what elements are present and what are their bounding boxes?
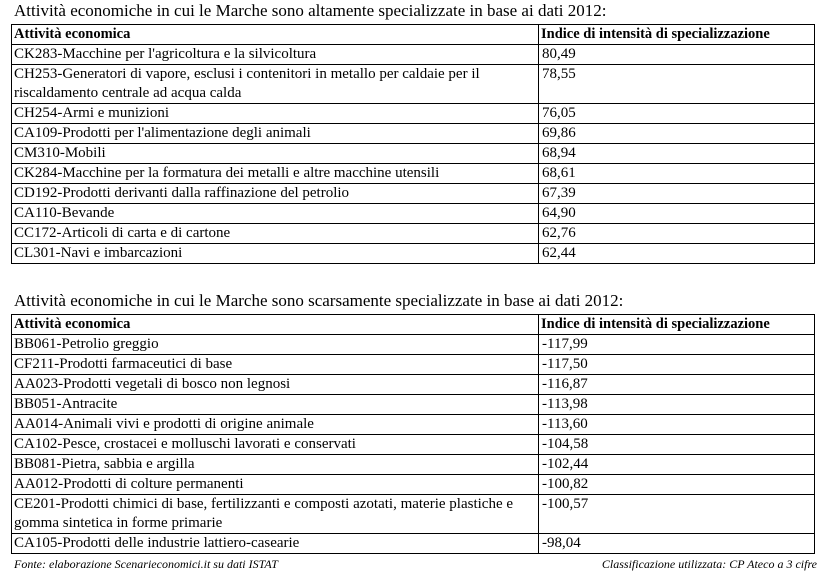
index-cell: 76,05 bbox=[539, 104, 815, 124]
activity-cell: CA109-Prodotti per l'alimentazione degli animali bbox=[12, 124, 539, 144]
table-row bbox=[12, 164, 815, 184]
table-row bbox=[12, 184, 815, 204]
index-cell: -102,44 bbox=[539, 455, 815, 475]
table-row bbox=[12, 355, 815, 375]
activity-cell: CL301-Navi e imbarcazioni bbox=[12, 244, 539, 264]
index-cell: 62,44 bbox=[539, 244, 815, 264]
index-cell: 68,94 bbox=[539, 144, 815, 164]
activity-cell: CM310-Mobili bbox=[12, 144, 539, 164]
activity-cell: CH254-Armi e munizioni bbox=[12, 104, 539, 124]
activity-cell: BB061-Petrolio greggio bbox=[12, 335, 539, 355]
table-header-row bbox=[12, 25, 815, 45]
index-cell: -117,50 bbox=[539, 355, 815, 375]
index-cell: 62,76 bbox=[539, 224, 815, 244]
table-row bbox=[12, 224, 815, 244]
index-cell: 64,90 bbox=[539, 204, 815, 224]
index-cell: -98,04 bbox=[539, 534, 815, 554]
table-row bbox=[12, 395, 815, 415]
table-row bbox=[12, 415, 815, 435]
index-cell: 69,86 bbox=[539, 124, 815, 144]
index-cell: 80,49 bbox=[539, 45, 815, 65]
activity-cell: CH253-Generatori di vapore, esclusi i contenitori in metallo per caldaie per il riscaldamento centrale ad acqua calda bbox=[12, 65, 539, 104]
activity-cell: CK284-Macchine per la formatura dei metalli e altre macchine utensili bbox=[12, 164, 539, 184]
table-row bbox=[12, 244, 815, 264]
column-header-activity: Attività economica bbox=[12, 25, 539, 45]
index-cell: 67,39 bbox=[539, 184, 815, 204]
table-row bbox=[12, 124, 815, 144]
index-cell: -113,60 bbox=[539, 415, 815, 435]
table2-title: Attività economiche in cui le Marche sono scarsamente specializzate in base ai dati 2012: bbox=[14, 291, 624, 310]
activity-cell: CA105-Prodotti delle industrie lattiero-casearie bbox=[12, 534, 539, 554]
index-cell: -117,99 bbox=[539, 335, 815, 355]
table-row bbox=[12, 65, 815, 104]
table-row bbox=[12, 375, 815, 395]
column-header-index: Indice di intensità di specializzazione bbox=[539, 25, 815, 45]
activity-cell: CK283-Macchine per l'agricoltura e la silvicoltura bbox=[12, 45, 539, 65]
activity-cell: CD192-Prodotti derivanti dalla raffinazione del petrolio bbox=[12, 184, 539, 204]
table-body bbox=[12, 335, 815, 554]
activity-cell: CA102-Pesce, crostacei e molluschi lavorati e conservati bbox=[12, 435, 539, 455]
table-row bbox=[12, 534, 815, 554]
index-cell: -113,98 bbox=[539, 395, 815, 415]
high-specialization-table bbox=[11, 24, 815, 264]
index-cell: -104,58 bbox=[539, 435, 815, 455]
table-row bbox=[12, 455, 815, 475]
activity-cell: AA012-Prodotti di colture permanenti bbox=[12, 475, 539, 495]
index-cell: -100,82 bbox=[539, 475, 815, 495]
table-row bbox=[12, 475, 815, 495]
index-cell: 78,55 bbox=[539, 65, 815, 104]
activity-cell: CF211-Prodotti farmaceutici di base bbox=[12, 355, 539, 375]
activity-cell: CA110-Bevande bbox=[12, 204, 539, 224]
column-header-activity: Attività economica bbox=[12, 315, 539, 335]
table-row bbox=[12, 435, 815, 455]
table-row bbox=[12, 335, 815, 355]
table-row bbox=[12, 144, 815, 164]
table-row bbox=[12, 495, 815, 534]
classification-note: Classificazione utilizzata: CP Ateco a 3 cifre bbox=[601, 557, 817, 571]
table-row bbox=[12, 45, 815, 65]
activity-cell: AA014-Animali vivi e prodotti di origine animale bbox=[12, 415, 539, 435]
index-cell: -100,57 bbox=[539, 495, 815, 534]
low-specialization-table bbox=[11, 314, 815, 554]
activity-cell: BB081-Pietra, sabbia e argilla bbox=[12, 455, 539, 475]
source-note: Fonte: elaborazione Scenarieconomici.it su dati ISTAT bbox=[14, 557, 278, 571]
activity-cell: CC172-Articoli di carta e di cartone bbox=[12, 224, 539, 244]
column-header-index: Indice di intensità di specializzazione bbox=[539, 315, 815, 335]
index-cell: 68,61 bbox=[539, 164, 815, 184]
activity-cell: CE201-Prodotti chimici di base, fertilizzanti e composti azotati, materie plastiche e gomma sintetica in forme primarie bbox=[12, 495, 539, 534]
table-header-row bbox=[12, 315, 815, 335]
table1-title: Attività economiche in cui le Marche sono altamente specializzate in base ai dati 2012: bbox=[14, 1, 607, 20]
table-row bbox=[12, 204, 815, 224]
activity-cell: AA023-Prodotti vegetali di bosco non legnosi bbox=[12, 375, 539, 395]
index-cell: -116,87 bbox=[539, 375, 815, 395]
table-body bbox=[12, 45, 815, 264]
table-row bbox=[12, 104, 815, 124]
activity-cell: BB051-Antracite bbox=[12, 395, 539, 415]
